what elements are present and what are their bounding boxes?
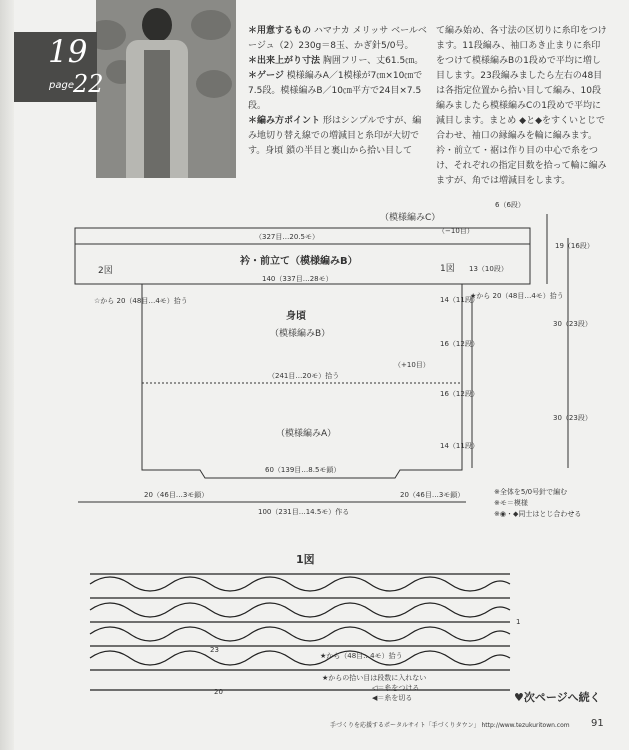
chart-cut: ◀＝糸を切る bbox=[372, 694, 413, 702]
legend bbox=[494, 487, 581, 520]
figure1-title: 1図 bbox=[296, 553, 315, 566]
size-key: ＊出来上がり寸法 bbox=[248, 56, 321, 66]
rows-30b: 30（23段） bbox=[553, 414, 592, 422]
row-23: 23 bbox=[210, 646, 219, 654]
chart-attach: ◁＝糸をつける bbox=[372, 684, 420, 692]
rows-16a: 16（12段） bbox=[440, 340, 479, 348]
gauge-key: ＊ゲージ bbox=[248, 71, 284, 81]
rows-19: 19（16段） bbox=[555, 242, 594, 250]
collar-pattern-label: （模様編みC） bbox=[380, 213, 441, 223]
collar-title: 衿・前立て（模様編みB） bbox=[240, 256, 358, 267]
continued-next-page: ♥次ページへ続く bbox=[514, 691, 601, 704]
point-key: ＊編み方ポイント bbox=[248, 116, 321, 126]
body-pattern-b: （模様編みB） bbox=[270, 329, 331, 339]
rows-30a: 30（23段） bbox=[553, 320, 592, 328]
body-title: 身頃 bbox=[286, 311, 306, 322]
collar-bottom-width: 140（337目…28モ） bbox=[262, 275, 333, 283]
rows-14b: 14（11段） bbox=[440, 442, 479, 450]
footer-site: 手づくりを応援するポータルサイト「手づくりタウン」 http://www.tezukuritown.com bbox=[330, 722, 570, 729]
edge-right: 20（46目…3モ鎖） bbox=[400, 491, 465, 499]
page-number: 91 bbox=[591, 718, 604, 729]
row-20: 20 bbox=[214, 688, 223, 696]
legend-needle: ※全体を5/0号針で編む bbox=[494, 488, 568, 496]
materials-key: ＊用意するもの bbox=[248, 26, 312, 36]
body-pattern-a: （模様編みA） bbox=[276, 429, 337, 439]
point-text: 形はシンプルですが、編み地切り替え線での増減目と糸印が大切です。身頃 鎖の半目と裏山から拾い目して bbox=[248, 116, 422, 156]
gauge-text: 模様編みA／1模様が7㎝×10㎝で7.5段。模様編みB／10㎝平方で24目×7.5段。 bbox=[248, 71, 423, 111]
legend-join: ※◉・◆同士はとじ合わせる bbox=[494, 510, 582, 518]
size-text: 胸囲フリー、丈61.5㎝。 bbox=[322, 56, 424, 66]
collar-top-width: （327目…20.5モ） bbox=[255, 233, 319, 241]
increase-label: （+10目） bbox=[394, 361, 430, 369]
body-mid-width: （241目…20モ）拾う bbox=[268, 372, 340, 380]
pick-up-right: ★から 20（48目…4モ）拾う bbox=[470, 292, 564, 300]
figure1-ref: 1図 bbox=[440, 264, 455, 274]
rows-14a: 14（11段） bbox=[440, 296, 479, 304]
edge-left: 20（46目…3モ鎖） bbox=[144, 491, 209, 499]
chart-note: ★からの拾い目は段数に入れない bbox=[322, 674, 427, 682]
row-1: 1 bbox=[516, 618, 521, 626]
page-reference: 22 bbox=[73, 70, 104, 98]
rows-13: 13（10段） bbox=[469, 265, 508, 273]
rows-6: 6（6段） bbox=[495, 201, 525, 209]
pattern-number: 19 bbox=[48, 34, 88, 70]
materials-text: ハマナカ メリッサ ベールベージュ（2）230g＝8玉、かぎ針5/0号。 bbox=[248, 26, 427, 51]
chart-pickup: ★から（48目…4モ）拾う bbox=[320, 652, 403, 660]
legend-mohair: ※モ＝模様 bbox=[494, 499, 528, 507]
figure2-label: 2図 bbox=[98, 266, 113, 276]
total-width: 100（231目…14.5モ）作る bbox=[258, 508, 350, 516]
rows-16b: 16（12段） bbox=[440, 390, 479, 398]
pick-up-left: ☆から 20（48目…4モ）拾う bbox=[94, 297, 188, 305]
decrease-label: （−10目） bbox=[438, 227, 474, 235]
stitch-chart bbox=[90, 574, 510, 690]
body-bottom-width: 60（139目…8.5モ鎖） bbox=[265, 466, 341, 474]
page-label: page bbox=[49, 80, 74, 91]
instructions-right-text: て編み始め、各寸法の区切りに糸印をつけます。11段編み、袖口あき止まりに糸印をつけて模様編みBの1段めで平均に増し目します。23段編みましたら左右の48目は各指定位置から拾い目して編み、10段編みましたら模様編みCの1段めで平均に減目します。まとめ ◆と◆をすくいとじで合わせ、袖口の縁編みを輪に編みます。衿・前立て・裾は作り目の中心で糸をつけ、それぞれの指定目数を拾って輪に編みますが、角では増減目をします。 bbox=[436, 26, 607, 186]
